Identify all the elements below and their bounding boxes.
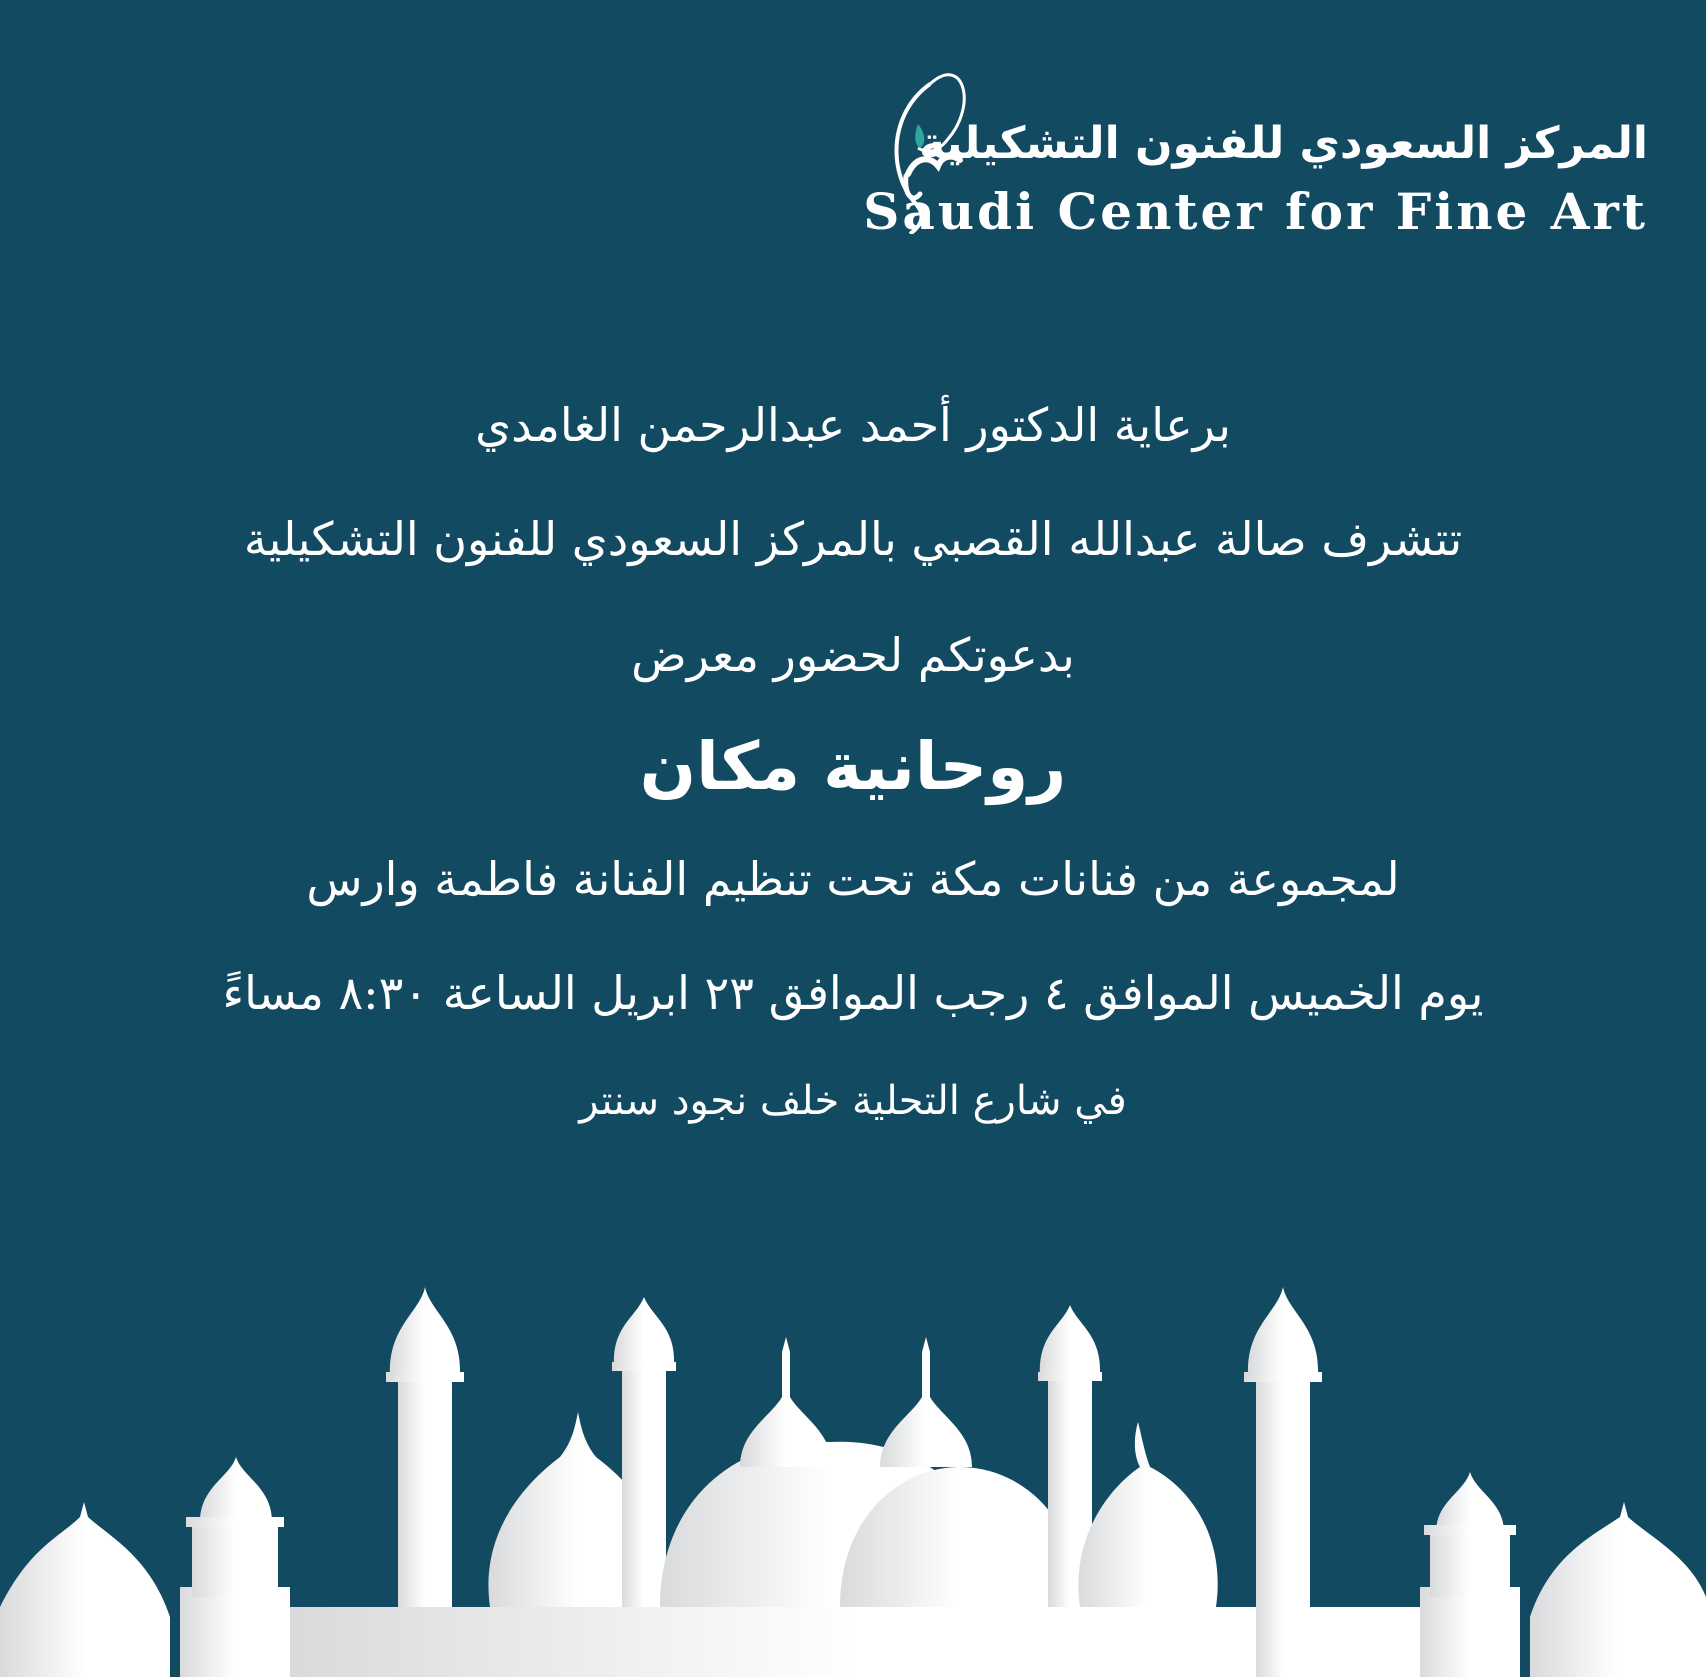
logo <box>863 40 1648 241</box>
patronage-line: برعاية الدكتور أحمد عبدالرحمن الغامدي <box>475 398 1231 452</box>
host-line: تتشرف صالة عبدالله القصبي بالمركز السعودي للفنون التشكيلية <box>243 512 1463 566</box>
invite-line: بدعوتكم لحضور معرض <box>631 628 1075 682</box>
logo-name-english: Saudi Center for Fine Art <box>863 182 1648 241</box>
mosque-skyline-icon <box>0 1217 1706 1677</box>
location-line: في شارع التحلية خلف نجود سنتر <box>579 1078 1127 1124</box>
datetime-line: يوم الخميس الموافق ٤ رجب الموافق ٢٣ ابريل الساعة ٨:٣٠ مساءً <box>222 966 1484 1020</box>
artists-line: لمجموعة من فنانات مكة تحت تنظيم الفنانة فاطمة وارس <box>306 852 1400 906</box>
exhibition-title: روحانية مكان <box>639 728 1067 805</box>
logo-name-arabic: المركز السعودي للفنون التشكيلية <box>919 118 1648 169</box>
